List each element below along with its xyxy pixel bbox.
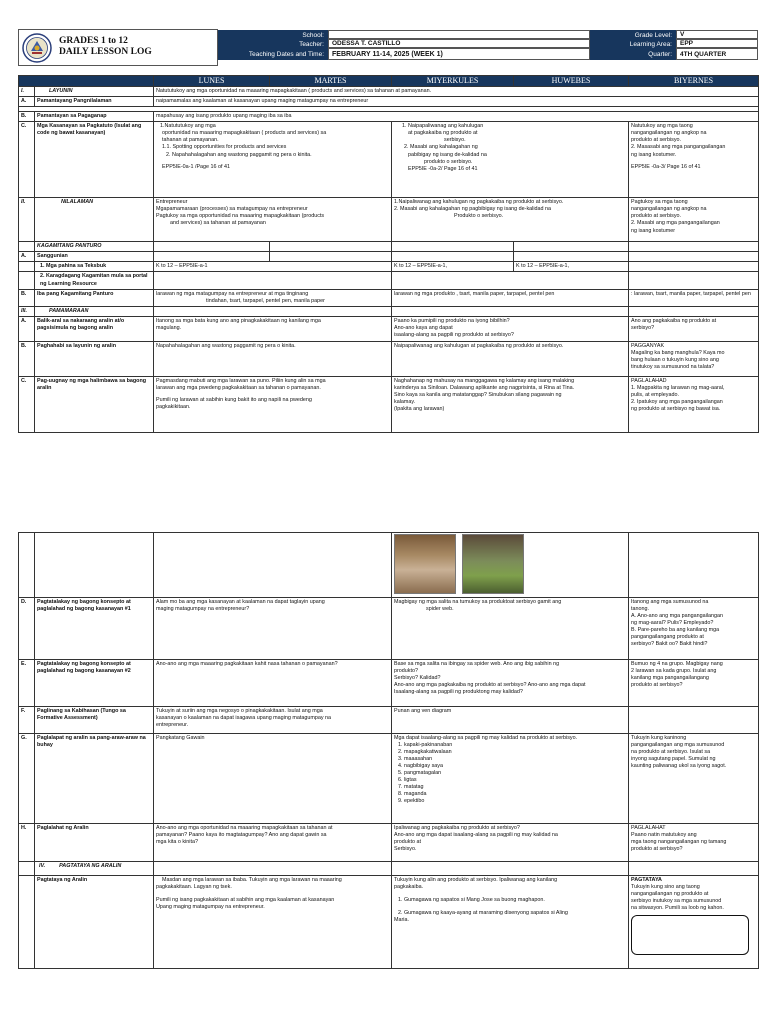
konsepto-1-wed: Magbigay ng mga salita na tumukoy sa produktoat serbisyo gamit ang spider web. bbox=[392, 598, 629, 660]
c-comp-label: Mga Kasanayan sa Pagkatuto (Isulat ang code ng bawat kasanayan) bbox=[35, 122, 154, 198]
row-pamantayang-pangnilalaman: A. Pamantayang Pangnilalaman naipamamalas ang kaalaman at kasanayan upang maging matagumpay na entrepreneur bbox=[19, 97, 759, 107]
b-std-text: mapahusay ang isang produkto upang maging iba sa iba bbox=[154, 112, 759, 122]
paglalapat-wed: Mga dapat isaalang-alang sa pagpili ng may kalidad na produkto at serbisyo. 1. kapaki-pakinanaban 2. mapagkakatiwalaan 3. maaasahan 4. nagbibigay saya 5. pangmatagalan 6. ligtas 7. matatag 8. maganda 9. epektibo bbox=[392, 734, 629, 824]
balik-aral-mon: Itanong sa mga bata kung ano ang pinagkakakitaan ng kanilang mga magulang. bbox=[154, 316, 392, 341]
teacher-label: Teacher: bbox=[218, 39, 328, 48]
kalamay-photo-tina-image bbox=[462, 534, 524, 594]
pagtataya-label: Pagtataya ng Aralin bbox=[35, 876, 154, 969]
day-header-tue: MARTES bbox=[270, 76, 392, 87]
pag-uugnay-mon: Pagmasdang mabuti ang mga larawan sa puno. Piliin kung alin sa mga larawan ang mga pwedeng pagkakakitaan sa tahanan o pamayanan. Pumili ng larawan at sabihin kung bakit ito ang napili na pwedeng pagkakikitaan. bbox=[154, 376, 392, 432]
grade-value: V bbox=[676, 30, 758, 39]
layunin-label: LAYUNIN bbox=[35, 87, 154, 97]
day-header-wed: MIYERKULES bbox=[392, 76, 514, 87]
teksbuk-label: 1. Mga pahina sa Teksbuk bbox=[35, 262, 154, 272]
teksbuk-thu: K to 12 – EPP5IE-a-1, bbox=[514, 262, 629, 272]
iba-fri: : larawan, tsart, manila paper, tarpapel, pentel pen bbox=[629, 289, 759, 306]
konsepto-2-wed: Base sa mga salita na ibingay sa spider web. Ano ang ibig sabihin ng produkto? Serbisyo? Kalidad? Ano-ano ang mga pagkakaiba ng produkto at serbisyo? Ano-ano ang mga dapat Isaalang-alang sa pagpili ng produktong may kalidad? bbox=[392, 660, 629, 707]
row-kagamitan bbox=[19, 242, 759, 252]
a-std-text: naipamamalas ang kaalaman at kasanayan upang maging matagumpay na entrepreneur bbox=[154, 97, 759, 107]
pag-uugnay-label: Pag-uugnay ng mga halimbawa sa bagong aralin bbox=[35, 376, 154, 432]
paglalahat-fri: PAGLALAHAT Paano natin matutukoy ang mga taong nangangailangan ng tamang produkto at serbisyo? bbox=[629, 824, 759, 862]
header-info-grid bbox=[218, 30, 758, 60]
iba-wed: larawan ng mga produkto , tsart, manila paper, tarpapel, pentel pen bbox=[392, 289, 629, 306]
page-title bbox=[59, 36, 152, 59]
paglalapat-label: Paglalapat ng aralin sa pang-araw-araw na buhay bbox=[35, 734, 154, 824]
sanggunian-label: Sanggunian bbox=[35, 252, 154, 262]
row-balik-aral: A. Balik-aral sa nakaraang aralin at/o pagsisimula ng bagong aralin Itanong sa mga bata kung ano ang pinagkakakitaan ng kanilang mga magulang. Paano ka pumipili ng produkto na iyong bibilhin? Ano-ano kaya ang dapat isaalang-alang sa pagpili ng produkto at serbisyo? Ano ang pagkakaiba ng produkto at serbisyo? bbox=[19, 316, 759, 341]
row-pamamaraan: III. PAMAMARAAN bbox=[19, 306, 759, 316]
row-konsepto-2: E. Pagtatalakay ng bagong konsepto at paglalahad ng bagong kasanayan #2 Ano-ano ang mga maaaring pagkakitaan kahit nasa tahanan o pamayanan? Base sa mga salita na ibingay sa spider web. Ano ang ibig sabihin ng produkto? Serbisyo? Kalidad? Ano-ano ang mga pagkakaiba ng produkto at serbisyo? Ano-ano ang mga dapat Isaalang-alang sa pagpili ng produktong may kalidad? Bumuo ng 4 na grupo. Magbigay nang 2 larawan sa kada grupo. Isulat ang kanilang mga pangangailangang produkto at serbisyo? bbox=[19, 660, 759, 707]
area-value: EPP bbox=[676, 39, 758, 48]
row-paglalahat: H. Paglalahat ng Aralin Ano-ano ang mga oportunidad na maaaring mapagkakitaan sa tahanan at pamayanan? Paano kaya ito magtatagumpay? Ano ang dapat gawin sa mga kita o kinita? Ipaliwanag ang pagkakaiba ng produkto at serbisyo? Ano-ano ang mga dapat isaalang-alang sa pagpili ng may kalidad na produkto at Serbisyo. PAGLALAHAT Paano natin matutukoy ang mga taong nangangailangan ng tamang produkto at serbisyo? bbox=[19, 824, 759, 862]
c-comp-mon: 1.Natututukoy ang mga oportunidad na maaaring mapagkakitaan ( products and services) sa tahanan at pamayanan. 1.1. Spotting opportunities for products and services 2. Napahahalagahan ang wastong paggamit ng pera o kinita. EPP5IE-0a-1 /Page 16 of 41 bbox=[154, 122, 392, 198]
paglalapat-fri: Tukuyin kung kaninong pangangailangan ang mga sumusunod na produkto at serbisyo. Isulat sa inyong sagutang papel. Sumulat ng kaunting paliwanag ukol sa iyong sagot. bbox=[629, 734, 759, 824]
school-value bbox=[328, 30, 590, 39]
row-nilalaman: II. NILALAMAN Entrepreneur Mgapamamaraan (processes) sa matagumpay na entrepreneur Pagtukoy sa mga opportunidad na maaaring mapagkakitaan (products and services) sa tahanan at pamayanan 1.Naipaliwanag ang kahulugan ng pagkakaiba ng produkto at serbisyo. 2. Masabi ang kahalagahan ng pagbibigay ng isang de-kalidad na Produkto o serbisyo. Pagtukoy sa mga taong nangangailangan ng angkop na produkto at serbisyo. 2. Masabi ang mga pangangailangan ng isang kostumer bbox=[19, 198, 759, 242]
day-header-fri: BIYERNES bbox=[629, 76, 759, 87]
row-pag-uugnay: C. Pag-uugnay ng mga halimbawa sa bagong aralin Pagmasdang mabuti ang mga larawan sa puno. Piliin kung alin sa mga larawan ang mga pwedeng pagkakakitaan sa tahanan o pamayanan. Pumili ng larawan at sabihin kung bakit ito ang napili na pwedeng pagkakikitaan. Naghahanap ng mahusay na manggagawa ng kalamay ang isang malaking karinderya sa Siniloan. Dalawang aplikante ang nagprisinta, si Rina at Tina. Sino kaya sa kanila ang matatanggap? Sinubukan silang pagawain ng kalamay. (Ipakita ang larawan) PAGLALAHAD 1. Magpakita ng larawan ng mag-aaral, pulis, at empleyado. 2. Ipatukoy ang mga pangangailangan ng produkto at serbisyo ng bawat isa. bbox=[19, 376, 759, 432]
paghahabi-fri: PAGGANYAK Magaling ka bang manghula? Kaya mo bang hulaan o tukuyin kung sino ang tinutukoy sa sumusunod na talata? bbox=[629, 341, 759, 376]
row-paglalapat: G. Paglalapat ng aralin sa pang-araw-araw na buhay Pangkatang Gawain Mga dapat isaalang-alang sa pagpili ng may kalidad na produkto at serbisyo. 1. kapaki-pakinanaban 2. mapagkakatiwalaan 3. maaasahan 4. nagbibigay saya 5. pangmatagalan 6. ligtas 7. matatag 8. maganda 9. epektibo Tukuyin kung kaninong pangangailangan ang mga sumusunod na produkto at serbisyo. Isulat sa inyong sagutang papel. Sumulat ng kaunting paliwanag ukol sa iyong sagot. bbox=[19, 734, 759, 824]
paghahabi-mon: Napahahalagahan ang wastong paggamit ng pera o kinita. bbox=[154, 341, 392, 376]
konsepto-2-label: Pagtatalakay ng bagong konsepto at paglalahad ng bagong kasanayan #2 bbox=[35, 660, 154, 707]
row-kabihasaan: F. Paglinang sa Kabihasan (Tungo sa Formative Assessment) Tukuyin at suriin ang mga negosyo o pinagkakakitaan. Isulat ang mga kasanayan o kaalaman na dapat isagawa upang maging matagumpay na entrepreneur. Punan ang ven diagram bbox=[19, 707, 759, 734]
paglalapat-mon: Pangkatang Gawain bbox=[154, 734, 392, 824]
row-pagtataya bbox=[19, 876, 759, 969]
lr-label: 2. Karagdagang Kagamitan mula sa portal ng Learning Resource bbox=[35, 272, 154, 289]
row-konsepto-1: D. Pagtatalakay ng bagong konsepto at paglalahad ng bagong kasanayan #1 Alam mo ba ang mga kasanayan at kaalaman na dapat taglayin upang maging matagumpay na entrepreneur? Magbigay ng mga salita na tumukoy sa produktoat serbisyo gamit ang spider web. Itanong ang mga sumusunod na tanong. A. Ano-ano ang mga pangangailangan ng mag-aaral? Pulis? Empleyado? B. Pare-pareho ba ang kanilang mga pangangailangang produkto at serbisyo? Bakit oo? Bakit hindi? bbox=[19, 598, 759, 660]
row-photos bbox=[19, 533, 759, 598]
row-pamantayan-sa-pagaganap: B. Pamantayan sa Pagaganap mapahusay ang isang produkto upang maging iba sa iba bbox=[19, 112, 759, 122]
c-comp-wed: 1. Naipapaliwanag ang kahulugan at pagkakaiba ng produkto at serbisyo. 2. Masabi ang kahalagahan ng pabibigay ng isang de-kalidad na produkto o serbisyo. EPP5IE -0a-2/ Page 16 of 41 bbox=[392, 122, 629, 198]
teksbuk-wed: K to 12 – EPP5IE-a-1, bbox=[392, 262, 514, 272]
row-paghahabi: B. Paghahabi sa layunin ng aralin Napahahalagahan ang wastong paggamit ng pera o kinita. Naipapaliwanag ang kahulugan at pagkakaiba ng produkto at serbisyo. PAGGANYAK Magaling ka bang manghula? Kaya mo bang hulaan o tukuyin kung sino ang tinutukoy sa sumusunod na talata? bbox=[19, 341, 759, 376]
b-std-label: Pamantayan sa Pagaganap bbox=[35, 112, 154, 122]
lesson-table-part-1 bbox=[18, 75, 759, 433]
teacher-value: ODESSA T. CASTILLO bbox=[328, 39, 590, 48]
kabihasaan-mon: Tukuyin at suriin ang mga negosyo o pinagkakakitaan. Isulat ang mga kasanayan o kaalaman na dapat isagawa upang maging matagumpay na entrepreneur. bbox=[154, 707, 392, 734]
layunin-text: Natututukoy ang mga oportunidad na maaaring mapagkakitaan ( products and services) sa tahanan at pamayanan. bbox=[154, 87, 759, 97]
kagamitan-label: KAGAMITANG PANTURO bbox=[35, 242, 154, 252]
quarter-value: 4TH QUARTER bbox=[676, 48, 758, 60]
kabihasaan-wed: Punan ang ven diagram bbox=[392, 707, 629, 734]
day-header-blank bbox=[19, 76, 154, 87]
iba-label: Iba pang Kagamitang Panturo bbox=[35, 289, 154, 306]
c-comp-fri: Natutukoy ang mga taong nangangailangan ng angkop na produkto at serbisyo. 2. Masasabi ang mga pangangailangan ng isang kostumer. EPP5IE -0a-3/ Page 16 of 41 bbox=[629, 122, 759, 198]
paglalahat-wed: Ipaliwanag ang pagkakaiba ng produkto at serbisyo? Ano-ano ang mga dapat isaalang-alang sa pagpili ng may kalidad na produkto at Serbisyo. bbox=[392, 824, 629, 862]
school-label: School: bbox=[218, 30, 328, 39]
balik-aral-fri: Ano ang pagkakaiba ng produkto at serbisyo? bbox=[629, 316, 759, 341]
row-learning-resource bbox=[19, 272, 759, 289]
pag-uugnay-fri: PAGLALAHAD 1. Magpakita ng larawan ng mag-aaral, pulis, at empleyado. 2. Ipatukoy ang mga pangangailangan ng produkto at serbisyo ng bawat isa. bbox=[629, 376, 759, 432]
konsepto-1-mon: Alam mo ba ang mga kasanayan at kaalaman na dapat taglayin upang maging matagumpay na entrepreneur? bbox=[154, 598, 392, 660]
row-layunin: I. LAYUNIN Natututukoy ang mga oportunidad na maaaring mapagkakitaan ( products and services) sa tahanan at pamayanan. bbox=[19, 87, 759, 97]
title-line-1: GRADES 1 to 12 bbox=[59, 36, 128, 46]
nilalaman-label: NILALAMAN bbox=[35, 198, 154, 242]
row-teksbuk bbox=[19, 262, 759, 272]
pagtataya-heading-label: IV. PAGTATAYA NG ARALIN bbox=[35, 862, 154, 876]
pagtataya-fri: PAGTATAYA Tukuyin kung sino ang taong nangangailangan ng produkto at serbisyo inutukoy sa mga sumusunod na sitwasyon. Pumili sa loob ng kahon. bbox=[629, 876, 759, 969]
day-header-thu: HUWEBES bbox=[514, 76, 629, 87]
title-line-2: DAILY LESSON LOG bbox=[59, 47, 152, 58]
pamamaraan-label: PAMAMARAAN bbox=[35, 306, 154, 316]
pagtataya-wed: Tukuyin kung alin ang produkto at serbisyo. Ipaliwanag ang kanilang pagkakaiba. 1. Gumagawa ng sapatos si Mang Jose sa buong maghapon. 2. Gumagawa ng kaaya-ayang at maraming disenyong sapatos si Aling Maria. bbox=[392, 876, 629, 969]
balik-aral-label: Balik-aral sa nakaraang aralin at/o pagsisimula ng bagong aralin bbox=[35, 316, 154, 341]
answer-choice-box bbox=[631, 915, 749, 955]
balik-aral-wed: Paano ka pumipili ng produkto na iyong bibilhin? Ano-ano kaya ang dapat isaalang-alang sa pagpili ng produkto at serbisyo? bbox=[392, 316, 629, 341]
nilalaman-mon: Entrepreneur Mgapamamaraan (processes) sa matagumpay na entrepreneur Pagtukoy sa mga opportunidad na maaaring mapagkakitaan (products and services) sa tahanan at pamayanan bbox=[154, 198, 392, 242]
konsepto-1-label: Pagtatalakay ng bagong konsepto at paglalahad ng bagong kasanayan #1 bbox=[35, 598, 154, 660]
a-std-label: Pamantayang Pangnilalaman bbox=[35, 97, 154, 107]
nilalaman-wed: 1.Naipaliwanag ang kahulugan ng pagkakaiba ng produkto at serbisyo. 2. Masabi ang kahalagahan ng pagbibigay ng isang de-kalidad na Produkto o serbisyo. bbox=[392, 198, 629, 242]
row-pagtataya-heading bbox=[19, 862, 759, 876]
day-header-mon: LUNES bbox=[154, 76, 270, 87]
dates-value: FEBRUARY 11-14, 2025 (WEEK 1) bbox=[328, 48, 590, 60]
paglalahat-label: Paglalahat ng Aralin bbox=[35, 824, 154, 862]
row-kasanayan: C. Mga Kasanayan sa Pagkatuto (Isulat ang code ng bawat kasanayan) 1.Natututukoy ang mga oportunidad na maaaring mapagkakitaan ( products and services) sa tahanan at pamayanan. 1.1. Spotting opportunities for products and services 2. Napahahalagahan ang wastong paggamit ng pera o kinita. EPP5IE-0a-1 /Page 16 of 41 1. Naipapaliwanag ang kahulugan at pagkakaiba ng produkto at serbisyo. 2. Masabi ang kahalagahan ng pabibigay ng isang de-kalidad na produkto o serbisyo. EPP5IE -0a-2/ Page 16 of 41 Natutukoy ang mga taong nangangailangan ng angkop na produkto at serbisyo. 2. Masasabi ang mga pangangailangan ng isang kostumer. EPP5IE -0a-3/ Page 16 of 41 bbox=[19, 122, 759, 198]
deped-seal-icon bbox=[22, 33, 52, 63]
dates-label: Teaching Dates and Time: bbox=[218, 48, 328, 60]
grade-label: Grade Level: bbox=[590, 30, 676, 39]
paghahabi-wed: Naipapaliwanag ang kahulugan at pagkakaiba ng produkto at serbisyo. bbox=[392, 341, 629, 376]
konsepto-2-fri: Bumuo ng 4 na grupo. Magbigay nang 2 larawan sa kada grupo. Isulat ang kanilang mga pangangailangang produkto at serbisyo? bbox=[629, 660, 759, 707]
konsepto-2-mon: Ano-ano ang mga maaaring pagkakitaan kahit nasa tahanan o pamayanan? bbox=[154, 660, 392, 707]
photo-cell bbox=[392, 533, 629, 598]
row-sanggunian: A. Sanggunian bbox=[19, 252, 759, 262]
nilalaman-fri: Pagtukoy sa mga taong nangangailangan ng angkop na produkto at serbisyo. 2. Masabi ang mga pangangailangan ng isang kostumer bbox=[629, 198, 759, 242]
pag-uugnay-wed: Naghahanap ng mahusay na manggagawa ng kalamay ang isang malaking karinderya sa Siniloan. Dalawang aplikante ang nagprisinta, si Rina at Tina. Sino kaya sa kanila ang matatanggap? Sinubukan silang pagawain ng kalamay. (Ipakita ang larawan) bbox=[392, 376, 629, 432]
teksbuk-mon: K to 12 – EPP5IE-a-1 bbox=[154, 262, 392, 272]
lesson-table-part-2 bbox=[18, 532, 759, 969]
kabihasaan-label: Paglinang sa Kabihasan (Tungo sa Formative Assessment) bbox=[35, 707, 154, 734]
iba-mon: larawan ng mga matagumpay na entrepreneur at mga tinginang tindahan, tsart, tarpapel, pentel pen, manila paper bbox=[154, 289, 392, 306]
paghahabi-label: Paghahabi sa layunin ng aralin bbox=[35, 341, 154, 376]
pagtataya-mon: Masdan ang mga larawan sa ibaba. Tukuyin ang mga larawan na maaaring pagkakakitaan. Lagyan ng tsek. Pumili ng isang pagkakakitaan at sabihin ang mga kaalaman at kasanayan Upang maging matagumpay na entrepreneur. bbox=[154, 876, 392, 969]
row-iba-pang-kagamitan: B. Iba pang Kagamitang Panturo larawan ng mga matagumpay na entrepreneur at mga tinginang tindahan, tsart, tarpapel, pentel pen, manila paper larawan ng mga produkto , tsart, manila paper, tarpapel, pentel pen : larawan, tsart, manila paper, tarpapel, pentel pen bbox=[19, 289, 759, 306]
kalamay-photo-rina-image bbox=[394, 534, 456, 594]
quarter-label: Quarter: bbox=[590, 48, 676, 60]
konsepto-1-fri: Itanong ang mga sumusunod na tanong. A. Ano-ano ang mga pangangailangan ng mag-aaral? Pulis? Empleyado? B. Pare-pareho ba ang kanilang mga pangangailangang produkto at serbisyo? Bakit oo? Bakit hindi? bbox=[629, 598, 759, 660]
area-label: Learning Area: bbox=[590, 39, 676, 48]
paglalahat-mon: Ano-ano ang mga oportunidad na maaaring mapagkakitaan sa tahanan at pamayanan? Paano kaya ito magtatagumpay? Ano ang dapat gawin sa mga kita o kinita? bbox=[154, 824, 392, 862]
